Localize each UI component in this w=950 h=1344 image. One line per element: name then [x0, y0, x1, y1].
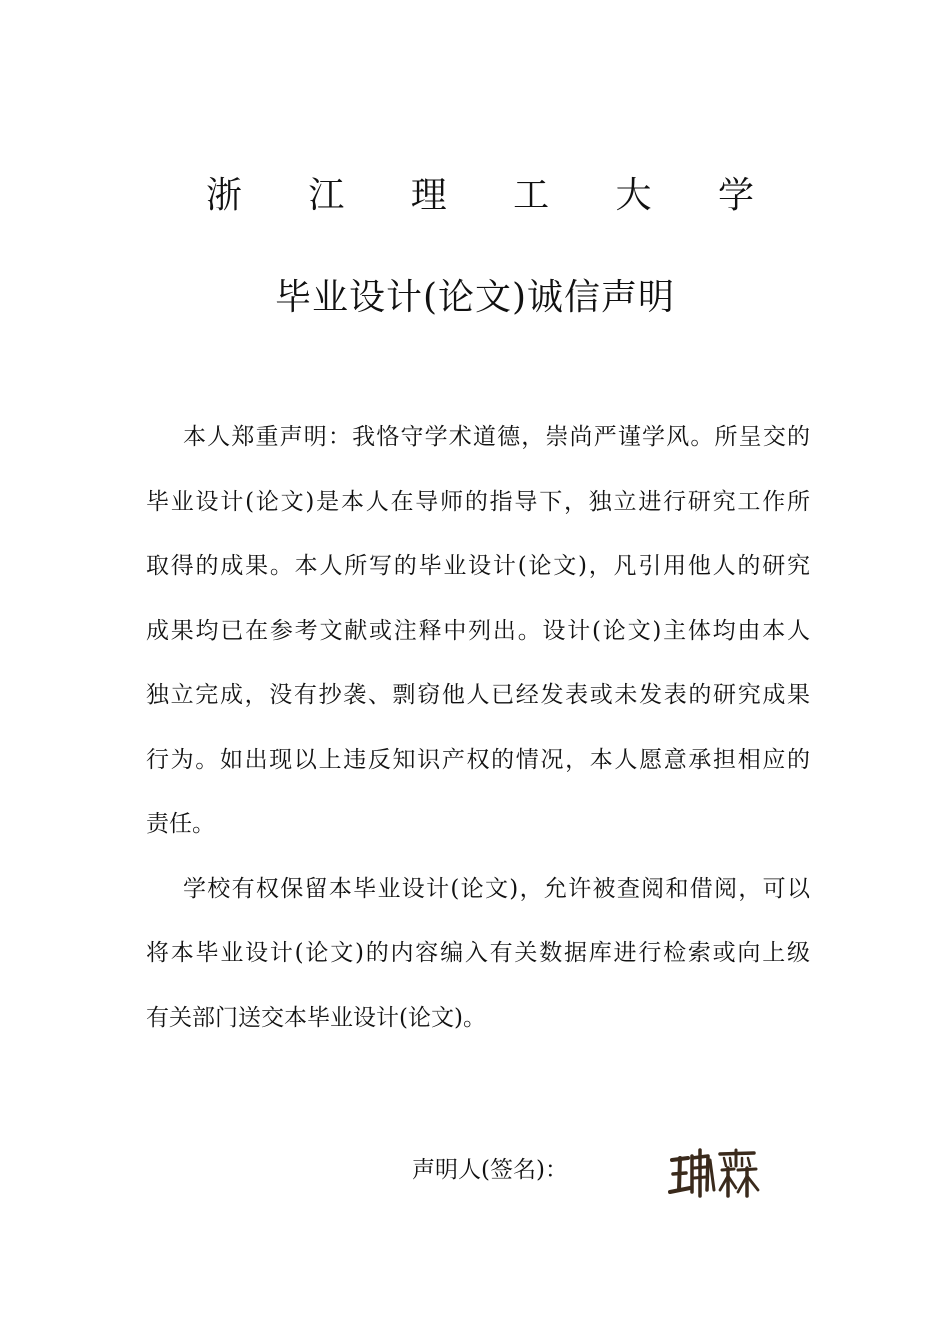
- paragraph-line: 将本毕业设计(论文)的内容编入有关数据库进行检索或向上级: [146, 940, 810, 966]
- paragraph-line: 有关部门送交本毕业设计(论文)。: [146, 1004, 486, 1031]
- university-char: 工: [513, 175, 550, 216]
- paragraph-line: 独立完成，没有抄袭、剽窃他人已经发表或未发表的研究成果: [146, 682, 810, 708]
- paragraph-line: 学校有权保留本毕业设计(论文)，允许被查阅和借阅，可以: [183, 875, 810, 902]
- university-char: 浙: [205, 175, 242, 216]
- university-name: [200, 172, 760, 220]
- paragraph-line: 成果均已在参考文献或注释中列出。设计(论文)主体均由本人: [146, 617, 810, 644]
- paragraph-line: 责任。: [146, 811, 215, 837]
- university-char: 江: [308, 175, 345, 216]
- university-char: 学: [717, 175, 754, 216]
- paragraph-line: 毕业设计(论文)是本人在导师的指导下，独立进行研究工作所: [146, 488, 810, 515]
- signature-label: 声明人(签名)：: [412, 1157, 568, 1183]
- handwritten-signature: [664, 1146, 764, 1206]
- paragraph-line: 行为。如出现以上违反知识产权的情况，本人愿意承担相应的: [146, 746, 810, 773]
- document-title: 毕业设计(论文)诚信声明: [274, 277, 676, 318]
- university-char: 理: [410, 175, 447, 216]
- paragraph-line: 本人郑重声明：我恪守学术道德，崇尚严谨学风。所呈交的: [183, 424, 810, 450]
- paragraph-line: 取得的成果。本人所写的毕业设计(论文)，凡引用他人的研究: [146, 553, 810, 579]
- university-char: 大: [615, 175, 652, 216]
- declaration-body: [146, 405, 810, 1050]
